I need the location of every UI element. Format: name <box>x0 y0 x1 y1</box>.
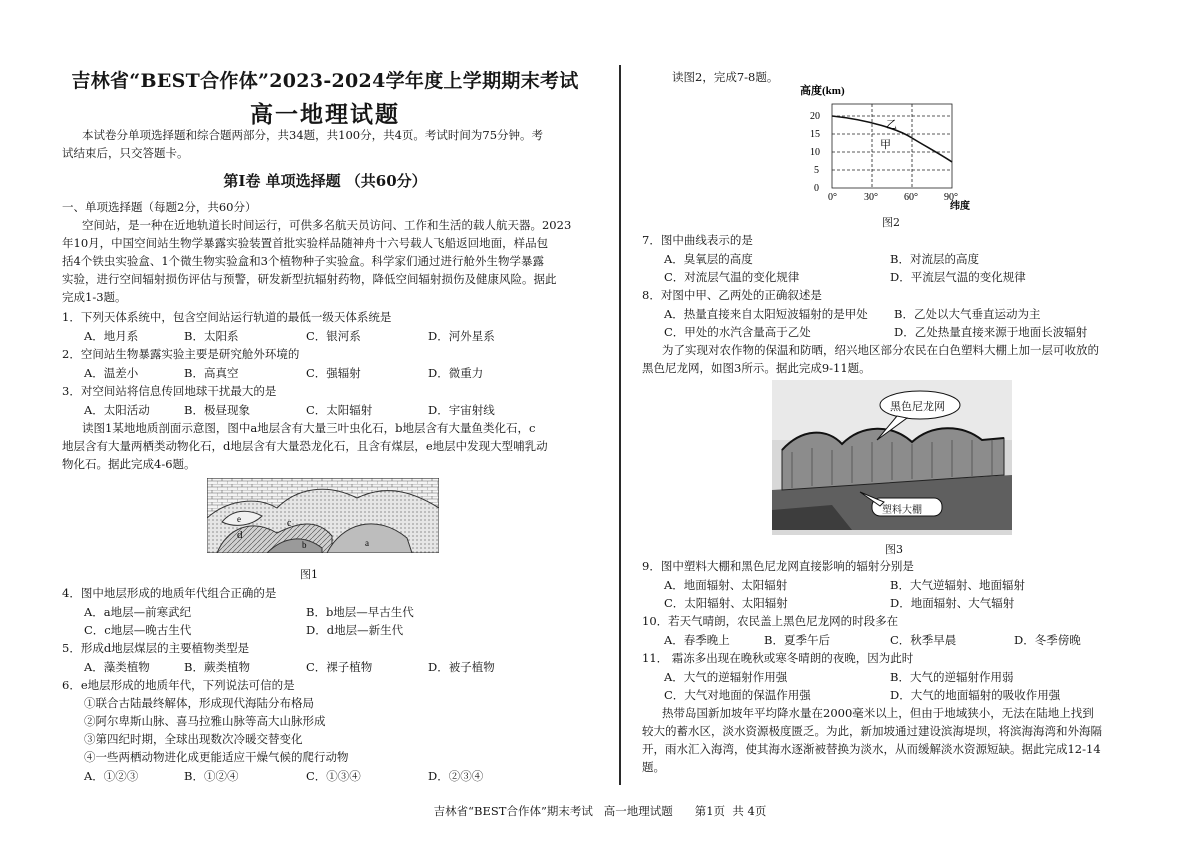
label-b: b <box>302 540 307 550</box>
question-11-stem: 11． 霜冻多出现在晚秋或寒冬晴朗的夜晚，因为此时 <box>642 651 914 665</box>
q11-option: A．大气的逆辐射作用强 <box>664 670 788 684</box>
passage-line: 完成1-3题。 <box>62 290 127 304</box>
q6-statement: ④一些两栖动物进化成更能适应干燥气候的爬行动物 <box>84 750 349 764</box>
part-heading: 第Ⅰ卷 单项选择题 （共60分） <box>223 172 427 190</box>
q2-option: C．强辐射 <box>306 366 361 380</box>
q3-option: B．极昼现象 <box>184 403 250 417</box>
notice-line: 本试卷分单项选择题和综合题两部分，共34题，共100分，共4页。考试时间为75分钟。考 <box>82 128 544 142</box>
question-6-stem: 6．e地层形成的地质年代，下列说法可信的是 <box>62 678 295 692</box>
passage-line: 实验，进行空间辐射损伤评估与预警，研发新型抗辐射药物，降低空间辐射损伤及健康风险。据此 <box>62 272 557 286</box>
q11-option: D．大气的地面辐射的吸收作用强 <box>890 688 1061 702</box>
q1-option: B．太阳系 <box>184 329 239 343</box>
passage-line: 地层含有大量两栖类动物化石，d地层含有大量恐龙化石，且含有煤层，e地层中发现大型哺乳动 <box>62 439 548 453</box>
q8-option: D．乙处热量直接来源于地面长波辐射 <box>894 325 1088 339</box>
q8-option: B．乙处以大气垂直运动为主 <box>894 307 1041 321</box>
x-tick: 90° <box>944 192 958 203</box>
q7-option: B．对流层的高度 <box>890 252 979 266</box>
q7-option: C．对流层气温的变化规律 <box>664 270 800 284</box>
passage-line: 年10月，中国空间站生物学暴露实验装置首批实验样品随神舟十六号载人飞船返回地面，样品包 <box>62 236 549 250</box>
q5-option: D．被子植物 <box>428 660 495 674</box>
q10-option: C．秋季早晨 <box>890 633 957 647</box>
label-d: d <box>237 529 243 541</box>
figure-2-caption: 图2 <box>882 216 900 229</box>
q10-option: D．冬季傍晚 <box>1014 633 1081 647</box>
q3-option: D．宇宙射线 <box>428 403 495 417</box>
notice-line: 试结束后，只交答题卡。 <box>62 146 189 160</box>
passage-line: 题。 <box>642 760 665 774</box>
y-tick: 0 <box>814 183 819 194</box>
figure-3-photo <box>772 380 1012 535</box>
question-8-stem: 8．对图中甲、乙两处的正确叙述是 <box>642 288 822 302</box>
q2-option: B．高真空 <box>184 366 239 380</box>
y-tick: 5 <box>814 165 819 176</box>
question-5-stem: 5．形成d地层煤层的主要植物类型是 <box>62 641 250 655</box>
label-a: a <box>365 538 369 548</box>
q10-option: B．夏季午后 <box>764 633 830 647</box>
q3-option: A．太阳活动 <box>84 403 150 417</box>
exam-title: 吉林省“BEST合作体”2023-2024学年度上学期期末考试 <box>71 70 579 92</box>
question-3-stem: 3．对空间站将信息传回地球干扰最大的是 <box>62 384 277 398</box>
q8-option: C．甲处的水汽含量高于乙处 <box>664 325 811 339</box>
q10-option: A．春季晚上 <box>664 633 730 647</box>
intro-7-8: 读图2，完成7-8题。 <box>672 70 779 84</box>
figure-1-cross-section <box>207 478 439 553</box>
passage-line: 热带岛国新加坡年平均降水量在2000毫米以上，但由于地域狭小，无法在陆地上找到 <box>662 706 1094 720</box>
q2-option: A．温差小 <box>84 366 139 380</box>
passage-line: 物化石。据此完成4-6题。 <box>62 457 196 471</box>
q6-statement: ①联合古陆最终解体，形成现代海陆分布格局 <box>84 696 314 710</box>
passage-line: 较大的蓄水区，淡水资源极度匮乏。为此，新加坡通过建设滨海堤坝，将滨海海湾和外海隔 <box>642 724 1102 738</box>
y-tick: 15 <box>810 129 820 140</box>
passage-line: 开，雨水汇入海湾，使其海水逐渐被替换为淡水，从而缓解淡水资源短缺。据此完成12-14 <box>642 742 1101 756</box>
q9-option: B．大气逆辐射、地面辐射 <box>890 578 1025 592</box>
question-4-stem: 4．图中地层形成的地质年代组合正确的是 <box>62 586 277 600</box>
figure-1-caption: 图1 <box>300 568 318 581</box>
q1-option: D．河外星系 <box>428 329 495 343</box>
y-tick: 10 <box>810 147 820 158</box>
q4-option: D．d地层—新生代 <box>306 623 404 637</box>
label-c: c <box>287 518 292 529</box>
x-tick: 60° <box>904 192 918 203</box>
q11-option: C．大气对地面的保温作用强 <box>664 688 811 702</box>
q2-option: D．微重力 <box>428 366 484 380</box>
q5-option: A．藻类植物 <box>84 660 150 674</box>
question-10-stem: 10．若天气晴朗，农民盖上黑色尼龙网的时段多在 <box>642 614 899 628</box>
q7-option: D．平流层气温的变化规律 <box>890 270 1026 284</box>
q5-option: B．蕨类植物 <box>184 660 250 674</box>
label-e: e <box>237 514 241 524</box>
passage-line: 为了实现对农作物的保温和防晒，绍兴地区部分农民在白色塑料大棚上加一层可收放的 <box>662 343 1099 357</box>
y-tick: 20 <box>810 111 820 122</box>
q6-option: C．①③④ <box>306 769 361 783</box>
question-9-stem: 9．图中塑料大棚和黑色尼龙网直接影响的辐射分别是 <box>642 559 914 573</box>
page-footer: 吉林省“BEST合作体”期末考试 高一地理试题 第1页 共 4页 <box>433 804 767 818</box>
x-axis-label: 纬度 <box>950 201 970 210</box>
exam-subtitle: 高一地理试题 <box>250 101 400 128</box>
question-1-stem: 1．下列天体系统中，包含空间站运行轨道的最低一级天体系统是 <box>62 310 392 324</box>
passage-line: 黑色尼龙网，如图3所示。据此完成9-11题。 <box>642 361 871 375</box>
passage-line: 空间站，是一种在近地轨道长时间运行，可供多名航天员访问、工作和生活的载人航天器。2023 <box>82 218 572 232</box>
passage-line: 括4个铁虫实验盒、1个微生物实验盒和3个植物种子实验盒。科学家们通过进行舱外生物学暴露 <box>62 254 544 268</box>
q11-option: B．大气的逆辐射作用弱 <box>890 670 1014 684</box>
x-tick: 0° <box>828 192 837 203</box>
figure-2-chart <box>800 82 980 210</box>
y-axis-label: 高度(km) <box>800 85 845 97</box>
label-black-net: 黑色尼龙网 <box>890 400 945 413</box>
q9-option: C．太阳辐射、太阳辐射 <box>664 596 788 610</box>
q4-option: B．b地层—早古生代 <box>306 605 414 619</box>
q6-option: D．②③④ <box>428 769 484 783</box>
q9-option: A．地面辐射、太阳辐射 <box>664 578 788 592</box>
figure-3-caption: 图3 <box>885 543 903 556</box>
q6-statement: ②阿尔卑斯山脉、喜马拉雅山脉等高大山脉形成 <box>84 714 326 728</box>
column-divider <box>619 65 621 785</box>
q1-option: A．地月系 <box>84 329 139 343</box>
q6-option: B．①②④ <box>184 769 239 783</box>
q5-option: C．裸子植物 <box>306 660 373 674</box>
point-yi-label: 乙 <box>886 119 897 131</box>
q6-option: A．①②③ <box>84 769 139 783</box>
q8-option: A．热量直接来自太阳短波辐射的是甲处 <box>664 307 868 321</box>
label-plastic-shed: 塑料大棚 <box>882 505 922 516</box>
section-subheading: 一、单项选择题（每题2分，共60分） <box>62 200 257 214</box>
q1-option: C．银河系 <box>306 329 361 343</box>
q4-option: C．c地层—晚古生代 <box>84 623 192 637</box>
question-7-stem: 7．图中曲线表示的是 <box>642 233 753 247</box>
point-jia-label: 甲 <box>880 139 891 151</box>
x-tick: 30° <box>864 192 878 203</box>
question-2-stem: 2．空间站生物暴露实验主要是研究舱外环境的 <box>62 347 300 361</box>
q3-option: C．太阳辐射 <box>306 403 373 417</box>
q7-option: A．臭氧层的高度 <box>664 252 753 266</box>
q9-option: D．地面辐射、大气辐射 <box>890 596 1015 610</box>
q6-statement: ③第四纪时期，全球出现数次冷暖交替变化 <box>84 732 303 746</box>
q4-option: A．a地层—前寒武纪 <box>84 605 192 619</box>
passage-line: 读图1某地地质剖面示意图，图中a地层含有大量三叶虫化石，b地层含有大量鱼类化石，c <box>82 421 536 435</box>
grid <box>832 104 952 188</box>
